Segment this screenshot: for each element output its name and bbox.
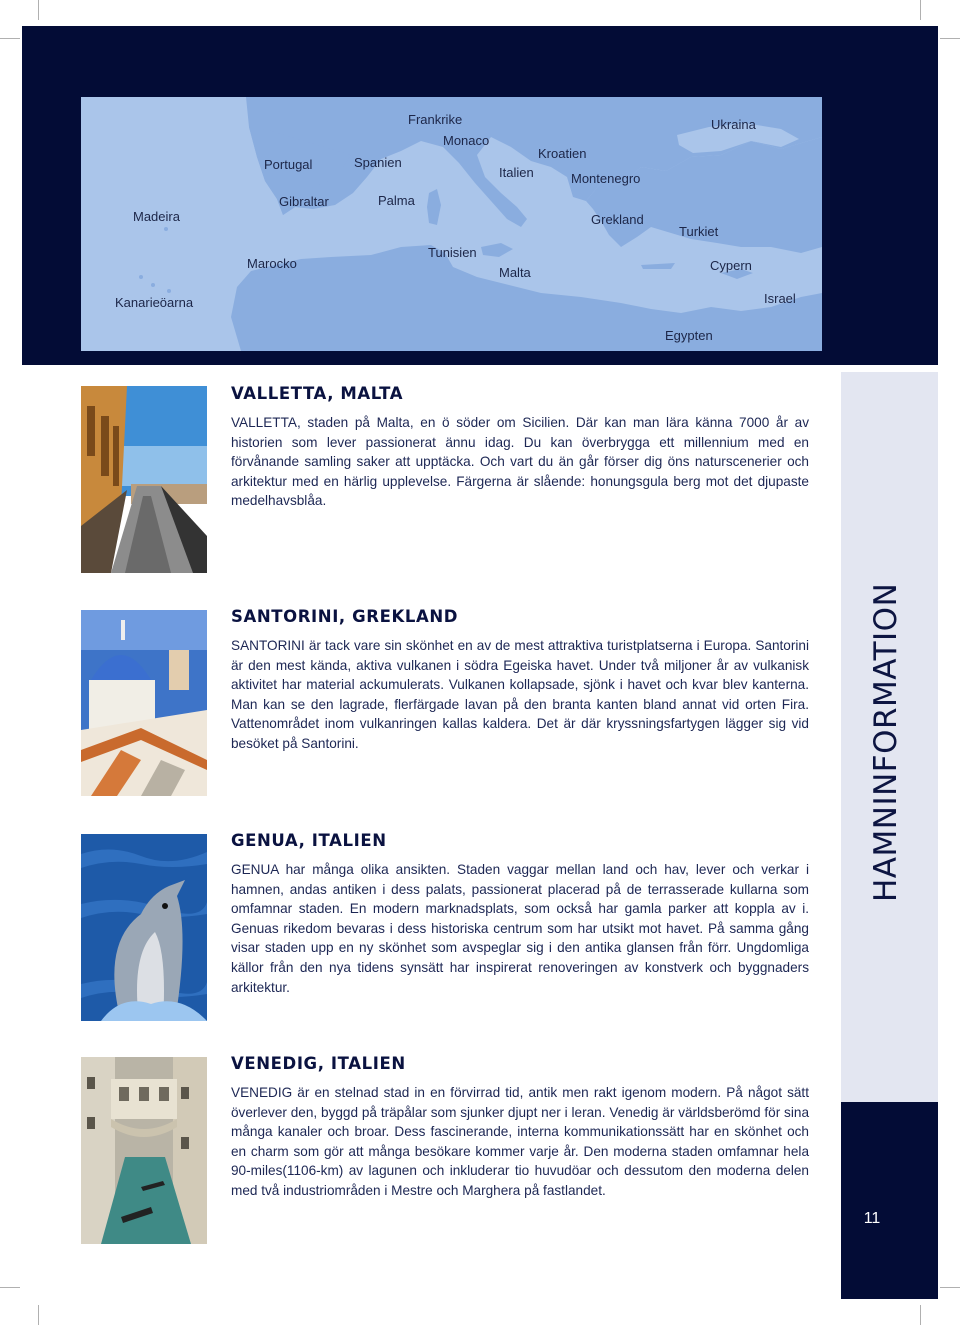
santorini-photo <box>81 610 207 796</box>
section-title: VENEDIG, ITALIEN <box>231 1054 406 1073</box>
map-label-frankrike: Frankrike <box>408 112 463 127</box>
crop-mark <box>920 1305 921 1325</box>
map-label-marocko: Marocko <box>247 256 297 271</box>
section-body: VENEDIG är en stelnad stad in en förvirrad tid, antik men rakt igenom modern. På något sätt överlever den, byggd på träpålar som sjunker djupt ner i leran. Venedig är världsberömd för sina många kanaler och broar. Dess fascinerande, interna kommunikationssätt har en skönhet och en charm som gör att många besökare kommer varje år. Den moderna staden omfamnar hela 90-miles(1106-km) av lagunen och inkluderar tio huvudöar och dessutom den moderna delen med två industriområden i Mestre och Marghera på fastlandet. <box>231 1085 809 1198</box>
crop-mark <box>0 1287 20 1288</box>
map-label-portugal: Portugal <box>264 157 313 172</box>
valletta-photo <box>81 386 207 573</box>
section-genua <box>231 831 809 997</box>
map-label-gibraltar: Gibraltar <box>279 194 329 209</box>
crop-mark <box>38 0 39 20</box>
venedig-photo <box>81 1057 207 1244</box>
map-label-israel: Israel <box>764 291 796 306</box>
section-valletta <box>231 384 809 511</box>
section-title: SANTORINI, GREKLAND <box>231 607 459 626</box>
map-label-kroatien: Kroatien <box>538 146 587 161</box>
page-number: 11 <box>863 1210 881 1227</box>
crop-mark <box>0 38 20 39</box>
mediterranean-map <box>81 97 822 351</box>
map-label-kanarieoarna: Kanarieöarna <box>115 295 194 310</box>
crop-mark <box>920 0 921 20</box>
section-title: VALLETTA, MALTA <box>231 384 404 403</box>
crop-mark <box>940 1287 960 1288</box>
section-santorini <box>231 607 809 754</box>
map-label-palma: Palma <box>378 193 415 208</box>
map-label-spanien: Spanien <box>354 155 402 170</box>
map-label-madeira: Madeira <box>133 209 180 224</box>
map-label-ukraina: Ukraina <box>711 117 756 132</box>
map-label-turkiet: Turkiet <box>679 224 719 239</box>
crop-mark <box>940 38 960 39</box>
page-number-box <box>841 1102 938 1299</box>
map-label-montenegro: Montenegro <box>571 171 641 186</box>
map-label-tunisien: Tunisien <box>428 245 477 260</box>
crop-mark <box>38 1305 39 1325</box>
map-label-monaco: Monaco <box>443 133 490 148</box>
section-body: VALLETTA, staden på Malta, en ö söder om Sicilien. Där kan man lära känna 7000 år av historien som lever passionerat ännu idag. Du kan överbrygga ett millennium med en förvånande samling saker att upptäcka. Och vart du än går förser dig öns naturscenerier och arkitektur med en härlig upplevelse. Färgerna är slående: honungsgula berg mot det djupaste medelhavsblåa. <box>231 415 809 509</box>
map-label-cypern: Cypern <box>710 258 752 273</box>
section-venedig <box>231 1054 809 1201</box>
map-label-egypten: Egypten <box>665 328 713 343</box>
section-body: GENUA har många olika ansikten. Staden vaggar mellan land och hav, lever och verkar i hamnen, andas antiken i dess palats, passionerat placerad på de terrasserade kullarna som omfamnar staden. En modern marknadsplats, som också har gamla parker att koppla av i. Genuas rikedom bevaras i dess historiska centrum som har utsikt mot havet. På samma gång visar staden upp en ny skönhet som avspeglar sig i den antika glansen från förr. Ungdomliga källor från den nya tidens synsätt har inspirerat renoveringen av konstverk och byggnaders arkitektur. <box>231 862 809 995</box>
map-label-italien: Italien <box>499 165 534 180</box>
map-label-malta: Malta <box>499 265 531 280</box>
genua-photo <box>81 834 207 1021</box>
sidebar-title: HAMNINFORMATION <box>868 582 904 902</box>
section-body: SANTORINI är tack vare sin skönhet en av de mest attraktiva turistplatserna i Europa. Santorini är den mest kända, aktiva vulkanen i södra Egeiska havet. Under två miljoner år av vulkanisk aktivitet har material ackumulerats. Vulkanen kollapsade, sjönk i havet och kvar blev kanterna. Man kan se den lagrade, flerfärgade lavan på den branta kanten bland annat vid orten Fira. Vattenområdet inom vulkanringen kallas kaldera. Det är där kryssningsfartygen lägger sig vid besöket på Santorini. <box>231 638 809 751</box>
section-title: GENUA, ITALIEN <box>231 831 387 850</box>
map-label-grekland: Grekland <box>591 212 644 227</box>
